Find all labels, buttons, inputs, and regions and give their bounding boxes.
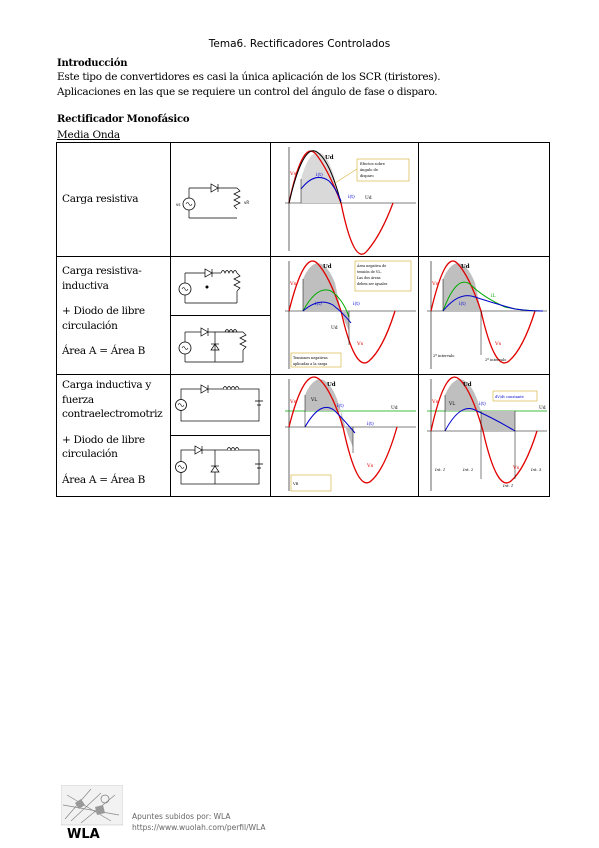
page-header: Tema6. Rectificadores Controlados bbox=[208, 38, 391, 50]
graph4-i-label: i(t) bbox=[337, 404, 344, 409]
footer-line-1: Apuntes subidos por: WLA bbox=[132, 812, 231, 821]
graph2-i-label: i(t) bbox=[315, 302, 322, 307]
row-inductive-emf bbox=[57, 375, 550, 497]
graph3-ud-label: Ud bbox=[461, 264, 470, 270]
graph1-note-2: ángulo de bbox=[360, 168, 378, 172]
intro-line-1: Este tipo de convertidores es casi la única aplicación de los SCR (tiristores). bbox=[57, 71, 441, 83]
row3-label-6: Área A = Área B bbox=[62, 473, 146, 486]
row-resistive-inductive bbox=[57, 257, 550, 375]
wla-logo-text: WLA bbox=[67, 827, 100, 841]
graph2-ud-small: Ud bbox=[331, 326, 338, 331]
graph2-vs-low: Vs bbox=[357, 341, 364, 347]
row3-label-1: Carga inductiva y bbox=[62, 379, 152, 391]
intro-line-2: Aplicaciones en las que se requiere un control del ángulo de fase o disparo. bbox=[57, 86, 438, 98]
graph2-vs-label: Vs bbox=[290, 281, 297, 287]
graph3-note: 2º intervalo bbox=[433, 354, 455, 358]
graph4-vr-label: VR bbox=[293, 482, 299, 486]
section-subheading: Media Onda bbox=[57, 129, 120, 141]
graph3-vs-low: Vs bbox=[495, 341, 502, 347]
graph5-i-label: i(t) bbox=[479, 402, 486, 407]
graph1-ia-label: i(t) bbox=[348, 195, 355, 200]
footer-line-2[interactable]: https://www.wuolah.com/perfil/WLA bbox=[132, 823, 266, 832]
row2-label-4: circulación bbox=[62, 319, 118, 332]
graph5-vs-low: Vs bbox=[513, 465, 520, 471]
row3-label-2: fuerza bbox=[62, 393, 94, 406]
graph5-int1-b: Int. 1 bbox=[503, 483, 514, 488]
row2-label-3: + Diodo de libre bbox=[62, 305, 145, 317]
graph5-ud-right: Ud bbox=[539, 406, 546, 411]
graph-resistive bbox=[271, 143, 418, 255]
graph4-vl-label: VL bbox=[311, 398, 318, 403]
svg-text:vR: vR bbox=[244, 199, 250, 205]
graph-rl bbox=[271, 257, 418, 373]
row-resistive bbox=[57, 143, 550, 257]
graph2-bottom-2: aplicadas a la carga bbox=[293, 362, 328, 366]
graph4-ud-right: Ud bbox=[391, 406, 398, 411]
footer-text bbox=[132, 811, 266, 833]
graph4-ud-label: Ud bbox=[327, 382, 336, 388]
graph5-ud-label: Ud bbox=[463, 382, 472, 388]
row3-label-4: + Diodo de libre bbox=[62, 433, 145, 446]
graph-rl-diode bbox=[419, 257, 549, 373]
svg-text:vs: vs bbox=[176, 201, 181, 207]
graph2-bottom-1: Tensiones negativas bbox=[293, 356, 328, 360]
graph4-i-label-b: i(t) bbox=[367, 422, 374, 427]
row3-label-5: circulación bbox=[62, 448, 118, 460]
graph5-int3: Int. 3 bbox=[531, 467, 542, 472]
circuit-rl bbox=[171, 257, 270, 315]
graph2-note-3: Las dos áreas bbox=[357, 276, 381, 280]
graph5-int1: Int. 1 bbox=[435, 467, 446, 472]
graph-l-emf-diode bbox=[419, 375, 549, 495]
graph3-vs-label: Vs bbox=[432, 281, 439, 287]
graph3-i-label: i(t) bbox=[459, 302, 466, 307]
graph1-ud-label-2: Ud bbox=[365, 196, 372, 201]
row2-label-1: Carga resistiva- bbox=[62, 265, 142, 277]
row3-label-3: contraelectromotriz bbox=[62, 408, 163, 420]
graph5-vl-label: VL bbox=[449, 402, 456, 407]
graph1-vs-label: Vs bbox=[290, 171, 297, 177]
circuit-l-emf bbox=[171, 375, 270, 435]
wla-logo-image bbox=[61, 785, 123, 841]
circuit-resistive bbox=[171, 144, 270, 256]
graph5-vs-label: Vs bbox=[432, 399, 439, 405]
graph1-note-3: disparo bbox=[360, 174, 374, 178]
graph1-note-1: Efectos sobre bbox=[360, 162, 385, 166]
section-heading: Rectificador Monofásico bbox=[57, 114, 190, 125]
graph1-ud-label: Ud bbox=[325, 155, 334, 161]
circuit-l-emf-diode bbox=[171, 436, 270, 496]
graph3-note-b: 2º intervalo bbox=[485, 358, 507, 362]
graph-l-emf bbox=[271, 375, 418, 495]
graph2-i-label-b: i(t) bbox=[353, 302, 360, 307]
row2-label-5: Área A = Área B bbox=[62, 345, 146, 357]
graph4-vs-label: Vs bbox=[290, 399, 297, 405]
circuit-rl-diode bbox=[171, 316, 270, 374]
graph4-vs-low: Vs bbox=[367, 463, 374, 469]
rectifier-table bbox=[56, 142, 550, 497]
footer-logo bbox=[61, 785, 123, 841]
graph3-il-label: iL bbox=[491, 294, 496, 299]
graph2-ud-label: Ud bbox=[323, 264, 332, 270]
graph2-note-1: Área negativa de bbox=[357, 264, 387, 268]
row1-label: Carga resistiva bbox=[62, 193, 139, 206]
intro-heading: Introducción bbox=[57, 58, 128, 69]
graph2-note-4: deben ser iguales bbox=[357, 282, 388, 286]
graph2-note-2: tensión de VL. bbox=[357, 270, 382, 274]
graph5-dv-label: dV/dt constante bbox=[495, 395, 524, 399]
graph5-int2: Int. 2 bbox=[463, 467, 474, 472]
graph1-i-label: i(t) bbox=[316, 173, 323, 178]
row2-label-2: inductiva bbox=[62, 279, 109, 292]
